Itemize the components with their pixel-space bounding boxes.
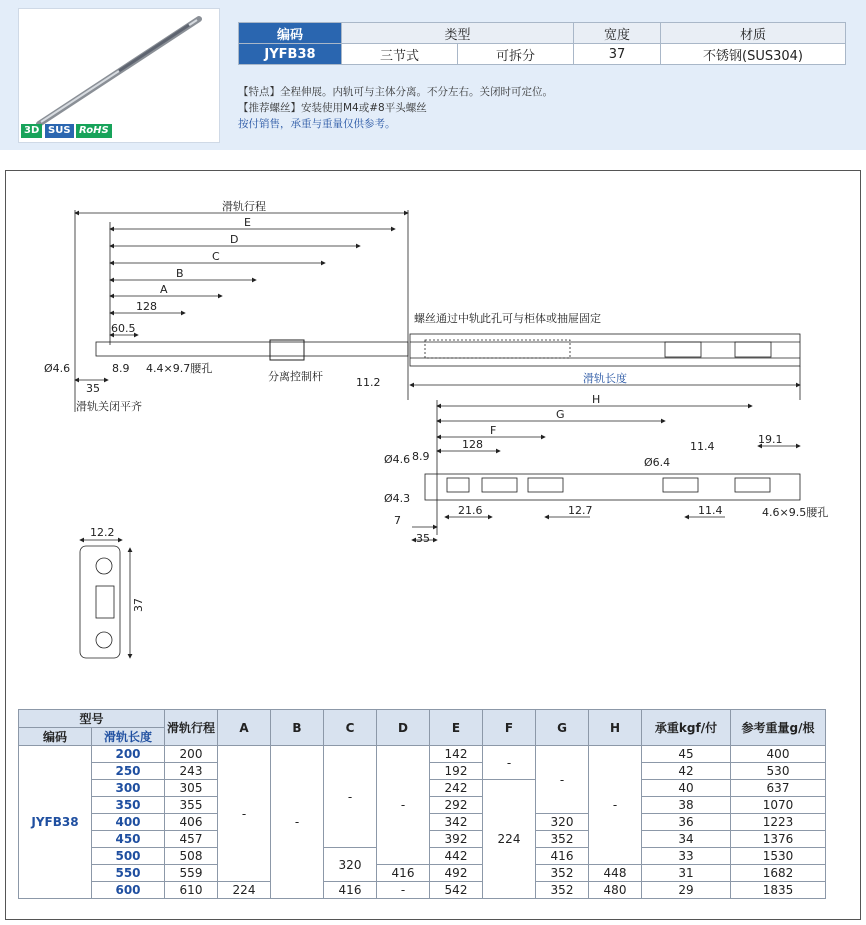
dim-21-6: 21.6 (458, 504, 483, 517)
cell-load: 29 (642, 882, 731, 899)
cell-G: 416 (536, 848, 589, 865)
cell-travel: 200 (165, 746, 218, 763)
dim-8-9-bottom: 8.9 (412, 450, 430, 463)
dim-D: D (230, 233, 239, 246)
th-E: E (430, 710, 483, 746)
cell-weight: 1835 (731, 882, 826, 899)
th-model: 型号 (19, 710, 165, 728)
spec-header-width: 宽度 (574, 23, 661, 44)
dim-H: H (592, 393, 601, 406)
dim-C: C (212, 250, 220, 263)
th-load: 承重kgf/付 (642, 710, 731, 746)
cell-len: 600 (92, 882, 165, 899)
badge-3d: 3D (21, 124, 42, 138)
cell-E: 392 (430, 831, 483, 848)
dim-11-2: 11.2 (356, 376, 381, 389)
cell-D-dash-600: - (377, 882, 430, 899)
cell-E: 242 (430, 780, 483, 797)
cell-load: 34 (642, 831, 731, 848)
dim-8-9-top: 8.9 (112, 362, 130, 375)
cell-load: 45 (642, 746, 731, 763)
cell-D-dash: - (377, 746, 430, 865)
dim-35-bottom: 35 (416, 532, 430, 545)
cell-B-dash: - (271, 746, 324, 899)
th-F: F (483, 710, 536, 746)
cell-E: 142 (430, 746, 483, 763)
cell-len: 450 (92, 831, 165, 848)
cell-travel: 508 (165, 848, 218, 865)
cell-G: 352 (536, 865, 589, 882)
dim-travel: 滑轨行程 (222, 200, 266, 213)
dim-60-5: 60.5 (111, 322, 136, 335)
inner-rail (96, 342, 408, 356)
dim-dia-4-6-top: Ø4.6 (44, 362, 71, 375)
th-travel: 滑轨行程 (165, 710, 218, 746)
cell-H: 480 (589, 882, 642, 899)
cell-weight: 637 (731, 780, 826, 797)
cell-F-224: 224 (483, 780, 536, 899)
spec-header-type: 类型 (342, 23, 574, 44)
cell-E: 292 (430, 797, 483, 814)
cell-weight: 1070 (731, 797, 826, 814)
cell-weight: 1376 (731, 831, 826, 848)
cell-G: 352 (536, 831, 589, 848)
note-sale: 按付销售，承重与重量仅供参考。 (238, 118, 396, 130)
spec-code: JYFB38 (239, 44, 342, 65)
cell-H: 448 (589, 865, 642, 882)
label-screw-note: 螺丝通过中轨此孔可与柜体或抽屉固定 (414, 312, 601, 325)
cell-load: 33 (642, 848, 731, 865)
cell-weight: 1530 (731, 848, 826, 865)
dim-35-top: 35 (86, 382, 100, 395)
cell-E: 492 (430, 865, 483, 882)
spec-type-a: 三节式 (342, 44, 458, 65)
dim-rail-length: 滑轨长度 (583, 372, 627, 385)
cell-E: 442 (430, 848, 483, 865)
cell-C-320: 320 (324, 848, 377, 882)
dim-A: A (160, 283, 168, 296)
cell-travel: 559 (165, 865, 218, 882)
dim-128-top: 128 (136, 300, 157, 313)
th-C: C (324, 710, 377, 746)
cell-len: 250 (92, 763, 165, 780)
spec-header-material: 材质 (661, 23, 846, 44)
th-H: H (589, 710, 642, 746)
cell-H-dash: - (589, 746, 642, 865)
cell-load: 36 (642, 814, 731, 831)
dim-E: E (244, 216, 251, 229)
dim-dia-4-6-bottom: Ø4.6 (384, 453, 411, 466)
spec-data-table (18, 709, 826, 899)
dim-7: 7 (394, 514, 401, 527)
th-weight: 参考重量g/根 (731, 710, 826, 746)
th-G: G (536, 710, 589, 746)
cell-A-224: 224 (218, 882, 271, 899)
cell-len: 350 (92, 797, 165, 814)
cell-travel: 355 (165, 797, 218, 814)
cell-C-416: 416 (324, 882, 377, 899)
spec-width: 37 (574, 44, 661, 65)
cell-travel: 243 (165, 763, 218, 780)
dim-G: G (556, 408, 565, 421)
th-D: D (377, 710, 430, 746)
cell-weight: 400 (731, 746, 826, 763)
cell-E: 542 (430, 882, 483, 899)
dim-11-4-bottom: 11.4 (698, 504, 723, 517)
th-code: 编码 (19, 728, 92, 746)
spec-header-code: 编码 (239, 23, 342, 44)
cell-G: 320 (536, 814, 589, 831)
cell-travel: 457 (165, 831, 218, 848)
cell-E: 192 (430, 763, 483, 780)
cell-load: 40 (642, 780, 731, 797)
dim-dia-4-3: Ø4.3 (384, 492, 411, 505)
cell-load: 38 (642, 797, 731, 814)
outer-rail-top (410, 334, 800, 366)
th-length: 滑轨长度 (92, 728, 165, 746)
dim-section-height: 37 (132, 598, 145, 612)
cell-G-dash: - (536, 746, 589, 814)
th-A: A (218, 710, 271, 746)
cell-len: 200 (92, 746, 165, 763)
dim-F: F (490, 424, 497, 437)
dim-dia-6-4: Ø6.4 (644, 456, 671, 469)
dim-128-bottom: 128 (462, 438, 483, 451)
cell-len: 400 (92, 814, 165, 831)
cell-F-dash: - (483, 746, 536, 780)
note-feature: 【特点】全程伸展。内轨可与主体分离。不分左右。关闭时可定位。 (238, 86, 553, 98)
cell-load: 42 (642, 763, 731, 780)
cell-len: 300 (92, 780, 165, 797)
cell-G: 352 (536, 882, 589, 899)
cell-A-dash: - (218, 746, 271, 882)
dim-slot-top: 4.4×9.7腰孔 (146, 362, 213, 375)
cell-weight: 1682 (731, 865, 826, 882)
cell-D-416: 416 (377, 865, 430, 882)
cell-weight: 1223 (731, 814, 826, 831)
cell-travel: 610 (165, 882, 218, 899)
dim-section-width: 12.2 (90, 526, 115, 539)
spec-material: 不锈钢(SUS304) (661, 44, 846, 65)
dim-19-1: 19.1 (758, 433, 783, 446)
note-screw: 【推荐螺丝】安装使用M4或#8平头螺丝 (238, 102, 427, 114)
cell-travel: 406 (165, 814, 218, 831)
badge-sus: SUS (45, 124, 74, 138)
label-lever: 分离控制杆 (268, 370, 323, 383)
cell-weight: 530 (731, 763, 826, 780)
cell-len: 550 (92, 865, 165, 882)
dim-B: B (176, 267, 184, 280)
cell-len: 500 (92, 848, 165, 865)
cell-C-dash: - (324, 746, 377, 848)
dim-12-7: 12.7 (568, 504, 593, 517)
badge-rohs: RoHS (76, 124, 112, 138)
th-B: B (271, 710, 324, 746)
dim-flush: 滑轨关闭平齐 (76, 400, 142, 413)
cell-travel: 305 (165, 780, 218, 797)
dim-11-4-top: 11.4 (690, 440, 715, 453)
row-code: JYFB38 (19, 746, 92, 899)
dim-slot-bottom: 4.6×9.5腰孔 (762, 506, 829, 519)
cell-E: 342 (430, 814, 483, 831)
spec-type-b: 可拆分 (458, 44, 574, 65)
cell-load: 31 (642, 865, 731, 882)
